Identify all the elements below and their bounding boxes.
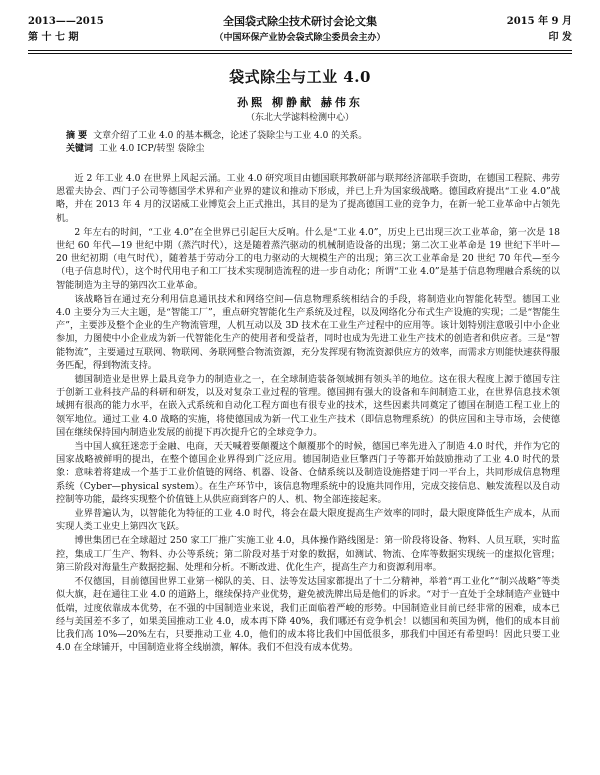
body-paragraph-8: 不仅德国，目前德国世界工业第一梯队的美、日、法等发达国家都提出了十二分精神，举着“再工业化”“制兴战略”等类似大旗，赶在通往工业 4.0 的道路上，继续保持产业优势，避免被洗牌出局是他们的诉求。“对于一直处于全球制造产业链中低端，过度依靠成本优势，在不强的中国制造业来说，我们正面临着严峻的形势。中国制造业目前已经非常的困难，成本已经与美国差不多了，如果美国推动工业 4.0，成本再下降 40%，我们哪还有竞争机会！以德国和英国为例，他们的成本目前比我们高 10%—20%左右，只要推动工业 4.0，他们的成本将比我们中国低很多，那我们中国还有希望吗！因此只要工业 4.0 在全球铺开，中国制造业将全线崩溃，解体。我们不但没有成本优势。	[56, 576, 560, 654]
abstract-block	[66, 130, 560, 156]
proceedings-organizer: （中国环保产业协会袋式除尘委员会主办）	[214, 33, 386, 43]
header-rule-bottom	[28, 53, 572, 54]
abstract-line	[66, 130, 560, 143]
body-paragraph-4: 德国制造业是世界上最具竞争力的制造业之一，在全球制造装备领域拥有领头羊的地位。这在很大程度上源于德国专注于创新工业科技产品的科研和研发，以及对复杂工业过程的管理。德国拥有强大的设备和车间制造工业，在世界信息技术领域拥有很高的能力水平，在嵌入式系统和自动化工程方面也有很专业的技术，这些因素共同奠定了德国在制造工程工业上的领军地位。通过工业 4.0 战略的实施，将使德国成为新一代工业生产技术（即信息物理系统）的供应国和主导市场，会使德国在继续保持国内制造业发展的前提下再次提升它的全球竞争力。	[56, 374, 560, 438]
proceedings-title: 全国袋式除尘技术研讨会论文集	[223, 15, 377, 28]
body-paragraph-6: 业界普遍认为，以智能化为特征的工业 4.0 时代，将会在最大限度提高生产效率的同时，最大限度降低生产成本，从而实现人类工业史上第四次飞跃。	[56, 508, 560, 533]
header-distribution: 印 发	[548, 32, 572, 43]
article-authors: 孙熙 柳静献 赫伟东	[237, 96, 363, 109]
body-paragraph-2: 2 年左右的时间，“工业 4.0”在全世界已引起巨大反响。什么是“工业 4.0”，历史上已出现三次工业革命，第一次是 18 世纪 60 年代—19 世纪中期（蒸汽时代），这是随着蒸汽驱动的机械制造设备的出现；第二次工业革命是 19 世纪下半叶—20 世纪初期（电气时代），随着基于劳动分工的电力驱动的大规模生产的出现；第三次工业革命是 20 世纪 70 年代—至今（电子信息时代），这个时代用电子和工厂技术实现制造流程的进一步自动化；所谓“工业 4.0”是基于信息物理融合系统的以智能制造为主导的第四次工业革命。	[56, 226, 560, 291]
body-paragraph-5: 当中国人疯狂迷恋于金融、电商，天天喊着要颠覆这个颠覆那个的时候，德国已率先进入了制造 4.0 时代，并作为它的国家战略被鲜明的提出，在整个德国企业界得到广泛应用。德国制造业巨擎西门子等都开始鼓励推动了工业 4.0 时代的景象：意味着将建成一个基于工业价值链的网络、机器、设备、仓储系统以及制造设施搭建于同一平台上，共同形成信息物理系统（Cyber—physical system）。在生产环节中，该信息物理系统中的设施共同作用，完成交接信息、触发流程以及自动控制等功能，最终实现整个价值链上从供应商到客户的人、机、物全部连接起来。	[56, 441, 560, 505]
article-affiliation: （东北大学滤料检测中心）	[245, 113, 354, 123]
header-center	[28, 14, 572, 46]
running-header	[28, 14, 572, 54]
body-paragraph-3: 该战略旨在通过充分利用信息通讯技术和网络空间—信息物理系统相结合的手段，将制造业向智能化转型。德国工业 4.0 主要分为三大主题，是“智能工厂”，重点研究智能化生产系统及过程，以及网络化分布式生产设施的实现；二是“智能生产”，主要涉及整个企业的生产物流管理，人机互动以及 3D 技术在工业生产过程中的应用等。该计划特别注意吸引中小企业参加，力图使中小企业成为新一代智能化生产的使用者和受益者，同时也成为先进工业生产技术的创造者和供应者。三是“智能物流”，主要通过互联网、物联网、务联网整合物流资源，充分发挥现有物流资源供应方的效率，而需求方则能快速获得服务匹配，得到物流支持。	[56, 293, 560, 371]
header-years: 2013——2015	[28, 16, 104, 27]
article-body	[56, 172, 560, 655]
header-rule-top	[28, 50, 572, 51]
article-title: 袋式除尘与工业 4.0	[229, 68, 371, 86]
keywords-line	[66, 143, 560, 156]
body-paragraph-7: 博世集团已在全球超过 250 家工厂推广实施工业 4.0，具体操作路线图是：第一阶段将设备、物料、人员互联，实时监控，集成工厂生产、物料、办公等系统；第二阶段对基于对象的数据，如测试、物流、仓库等数据实现统一的虚拟化管理；第三阶段对海量生产数据挖掘、处理和分析。不断改进、优化生产，提高生产力和资源利用率。	[56, 535, 560, 573]
keywords-text: 工业 4.0 ICP/转型 袋除尘	[99, 144, 205, 154]
header-right	[507, 14, 572, 46]
abstract-text: 文章介绍了工业 4.0 的基本概念，论述了袋除尘与工业 4.0 的关系。	[93, 131, 368, 141]
header-date: 2015 年 9 月	[506, 16, 572, 27]
body-paragraph-1: 近 2 年工业 4.0 在世界上风起云涌。工业 4.0 研究项目由德国联邦教研部与联邦经济部联手资助，在德国工程院、弗劳恩霍夫协会、西门子公司等德国学术界和产业界的建议和推动下形成，并已上升为国家级战略。德国政府提出“工业 4.0”战略，并在 2013 年 4 月的汉诺威工业博览会上正式推出，其目的是为了提高德国工业的竞争力，在新一轮工业革命中占领先机。	[56, 173, 560, 224]
abstract-label: 摘 要	[66, 131, 88, 141]
keywords-label: 关键词	[66, 144, 94, 154]
header-volume: 第 十 七 期	[28, 32, 79, 43]
